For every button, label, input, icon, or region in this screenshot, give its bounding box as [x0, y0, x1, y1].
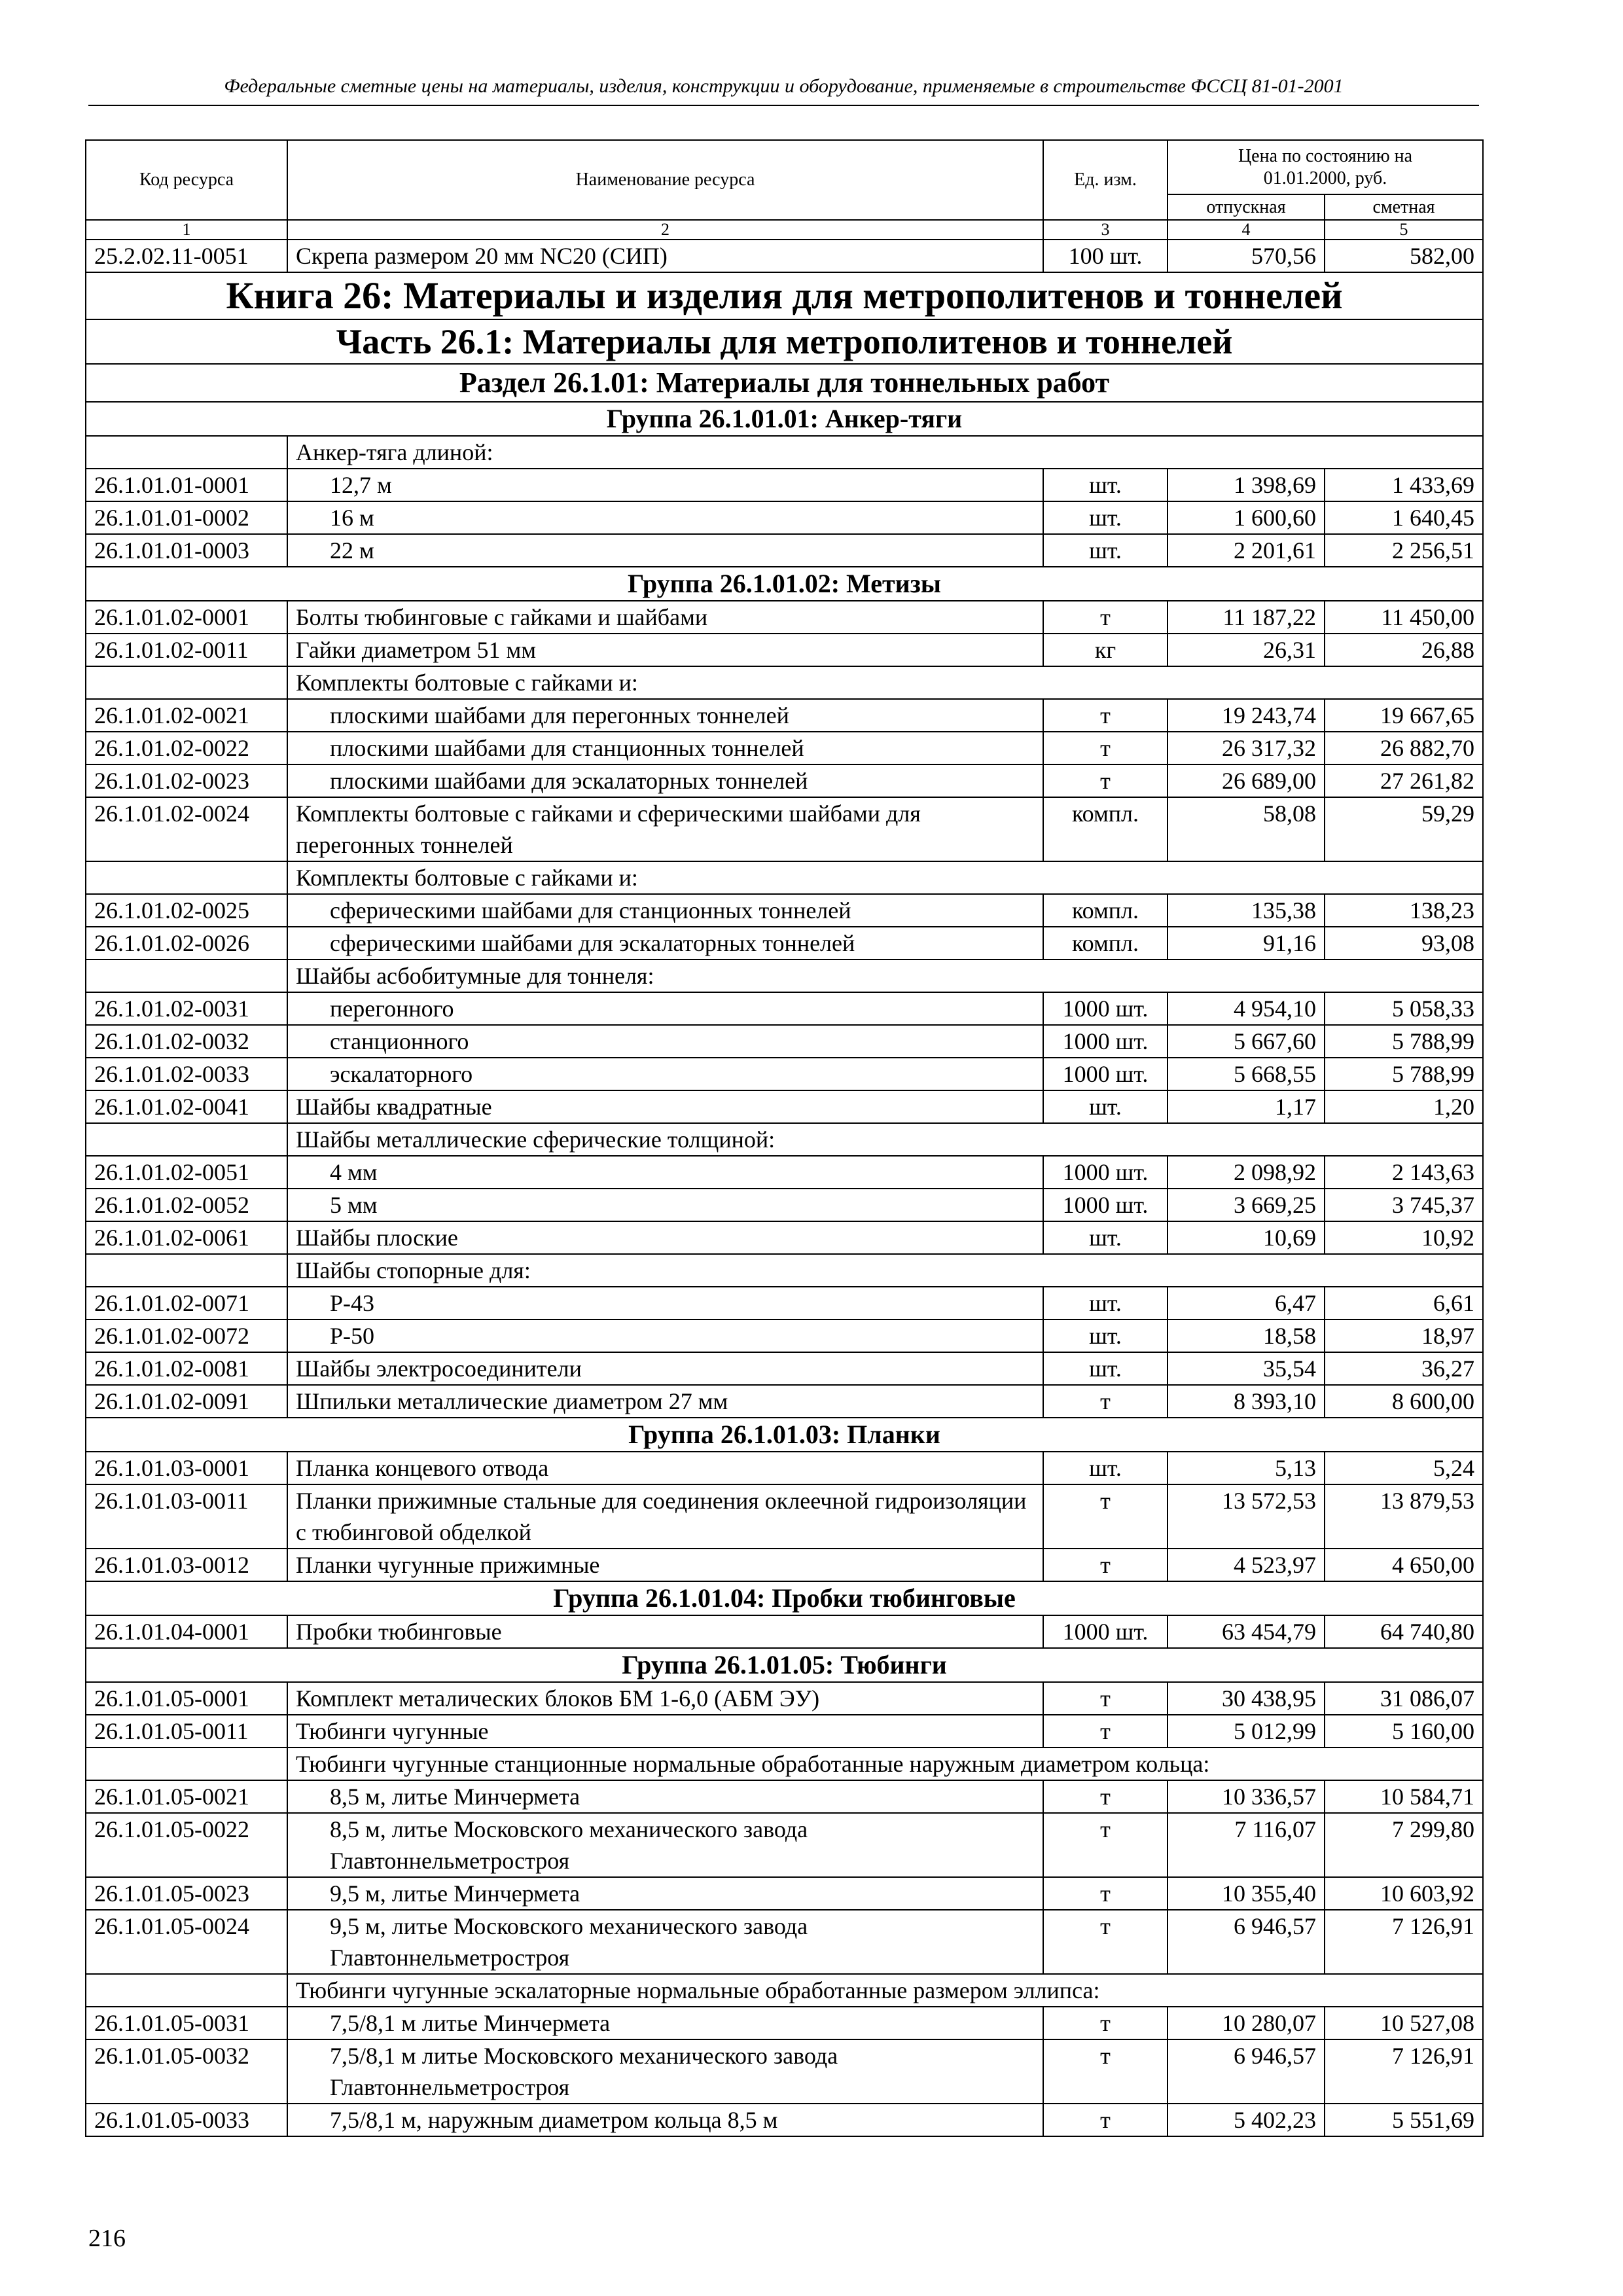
- release-price: 4 523,97: [1168, 1549, 1325, 1581]
- unit-of-measure: т: [1043, 732, 1168, 764]
- release-price: 1 600,60: [1168, 501, 1325, 534]
- resource-name: 7,5/8,1 м литье Минчермета: [287, 2007, 1043, 2039]
- subheading-row: [86, 1123, 1483, 1156]
- estimate-price: 5 788,99: [1325, 1058, 1483, 1090]
- estimate-price: 5 160,00: [1325, 1715, 1483, 1748]
- subheading-text: Комплекты болтовые с гайками и:: [287, 666, 1483, 699]
- resource-code: 26.1.01.05-0001: [86, 1682, 287, 1715]
- resource-code: 26.1.01.02-0032: [86, 1025, 287, 1058]
- unit-of-measure: т: [1043, 1549, 1168, 1581]
- estimate-price: 59,29: [1325, 797, 1483, 861]
- release-price: 8 393,10: [1168, 1385, 1325, 1418]
- resource-code: 26.1.01.01-0001: [86, 469, 287, 501]
- unit-of-measure: шт.: [1043, 469, 1168, 501]
- table-row: [86, 1025, 1483, 1058]
- table-row: [86, 1189, 1483, 1221]
- release-price: 3 669,25: [1168, 1189, 1325, 1221]
- unit-of-measure: компл.: [1043, 894, 1168, 927]
- resource-code: 26.1.01.02-0022: [86, 732, 287, 764]
- resource-name: 7,5/8,1 м литье Московского механического завода Главтоннельметростроя: [287, 2039, 1043, 2104]
- resource-name: 8,5 м, литье Минчермета: [287, 1780, 1043, 1813]
- resource-name: Планка концевого отвода: [287, 1452, 1043, 1484]
- resource-name: 22 м: [287, 534, 1043, 567]
- release-price: 10,69: [1168, 1221, 1325, 1254]
- resource-code: 26.1.01.05-0011: [86, 1715, 287, 1748]
- column-number: 3: [1043, 220, 1168, 240]
- unit-of-measure: 100 шт.: [1043, 240, 1168, 272]
- estimate-price: 11 450,00: [1325, 601, 1483, 634]
- table-row: [86, 1484, 1483, 1549]
- unit-of-measure: т: [1043, 1877, 1168, 1910]
- resource-code: 26.1.01.05-0021: [86, 1780, 287, 1813]
- release-price: 58,08: [1168, 797, 1325, 861]
- resource-name: станционного: [287, 1025, 1043, 1058]
- estimate-price: 18,97: [1325, 1319, 1483, 1352]
- unit-of-measure: 1000 шт.: [1043, 992, 1168, 1025]
- subheading-row: [86, 1254, 1483, 1287]
- group-title: Группа 26.1.01.02: Метизы: [86, 567, 1483, 601]
- table-row: [86, 927, 1483, 960]
- release-price: 570,56: [1168, 240, 1325, 272]
- resource-name: Р-43: [287, 1287, 1043, 1319]
- unit-of-measure: т: [1043, 1910, 1168, 1974]
- release-price: 63 454,79: [1168, 1615, 1325, 1648]
- resource-code: 26.1.01.02-0061: [86, 1221, 287, 1254]
- release-price: 4 954,10: [1168, 992, 1325, 1025]
- table-row: [86, 764, 1483, 797]
- resource-code: 26.1.01.02-0072: [86, 1319, 287, 1352]
- estimate-price: 582,00: [1325, 240, 1483, 272]
- resource-code: 26.1.01.05-0033: [86, 2104, 287, 2136]
- estimate-price: 2 256,51: [1325, 534, 1483, 567]
- unit-of-measure: т: [1043, 2039, 1168, 2104]
- empty-code-cell: [86, 436, 287, 469]
- estimate-price: 1 640,45: [1325, 501, 1483, 534]
- group-title: Группа 26.1.01.05: Тюбинги: [86, 1648, 1483, 1682]
- release-price: 26 689,00: [1168, 764, 1325, 797]
- subheading-text: Тюбинги чугунные станционные нормальные обработанные наружным диаметром кольца:: [287, 1748, 1483, 1780]
- unit-of-measure: шт.: [1043, 1319, 1168, 1352]
- unit-of-measure: т: [1043, 1385, 1168, 1418]
- table-row: [86, 1221, 1483, 1254]
- estimate-price: 31 086,07: [1325, 1682, 1483, 1715]
- unit-of-measure: шт.: [1043, 1287, 1168, 1319]
- unit-of-measure: шт.: [1043, 534, 1168, 567]
- estimate-price: 6,61: [1325, 1287, 1483, 1319]
- release-price: 13 572,53: [1168, 1484, 1325, 1549]
- table-row: [86, 992, 1483, 1025]
- resource-name: Шайбы электросоединители: [287, 1352, 1043, 1385]
- resource-code: 26.1.01.02-0081: [86, 1352, 287, 1385]
- release-price: 10 280,07: [1168, 2007, 1325, 2039]
- release-price: 1 398,69: [1168, 469, 1325, 501]
- section-title: Раздел 26.1.01: Материалы для тоннельных работ: [86, 364, 1483, 402]
- subheading-row: [86, 436, 1483, 469]
- running-header: Федеральные сметные цены на материалы, изделия, конструкции и оборудование, применяемые в строительстве ФССЦ 81-01-2001: [88, 71, 1479, 106]
- table-row: [86, 1877, 1483, 1910]
- resource-code: 26.1.01.02-0026: [86, 927, 287, 960]
- table-row: [86, 1780, 1483, 1813]
- price-table: [85, 139, 1484, 2137]
- resource-code: 25.2.02.11-0051: [86, 240, 287, 272]
- unit-of-measure: т: [1043, 764, 1168, 797]
- group-heading-row: [86, 1581, 1483, 1615]
- unit-of-measure: т: [1043, 2007, 1168, 2039]
- table-row: [86, 1452, 1483, 1484]
- header-release-price: отпускная: [1168, 194, 1325, 220]
- release-price: 5 667,60: [1168, 1025, 1325, 1058]
- resource-code: 26.1.01.04-0001: [86, 1615, 287, 1648]
- group-heading-row: [86, 1648, 1483, 1682]
- resource-name: плоскими шайбами для перегонных тоннелей: [287, 699, 1043, 732]
- unit-of-measure: т: [1043, 699, 1168, 732]
- release-price: 6,47: [1168, 1287, 1325, 1319]
- release-price: 5 402,23: [1168, 2104, 1325, 2136]
- header-code: Код ресурса: [86, 140, 287, 220]
- resource-code: 26.1.01.02-0025: [86, 894, 287, 927]
- release-price: 19 243,74: [1168, 699, 1325, 732]
- subheading-row: [86, 666, 1483, 699]
- release-price: 35,54: [1168, 1352, 1325, 1385]
- group-title: Группа 26.1.01.01: Анкер-тяги: [86, 402, 1483, 436]
- table-row: [86, 1549, 1483, 1581]
- resource-code: 26.1.01.01-0002: [86, 501, 287, 534]
- release-price: 10 355,40: [1168, 1877, 1325, 1910]
- release-price: 10 336,57: [1168, 1780, 1325, 1813]
- resource-name: Шайбы плоские: [287, 1221, 1043, 1254]
- group-heading-row: [86, 402, 1483, 436]
- subheading-row: [86, 1748, 1483, 1780]
- estimate-price: 138,23: [1325, 894, 1483, 927]
- table-row: [86, 1385, 1483, 1418]
- estimate-price: 13 879,53: [1325, 1484, 1483, 1549]
- resource-name: 7,5/8,1 м, наружным диаметром кольца 8,5 м: [287, 2104, 1043, 2136]
- table-header-row: [86, 140, 1483, 194]
- table-row: [86, 699, 1483, 732]
- resource-name: эскалаторного: [287, 1058, 1043, 1090]
- table-row: [86, 1058, 1483, 1090]
- resource-name: 12,7 м: [287, 469, 1043, 501]
- table-row: [86, 1813, 1483, 1877]
- estimate-price: 1,20: [1325, 1090, 1483, 1123]
- resource-code: 26.1.01.02-0021: [86, 699, 287, 732]
- unit-of-measure: 1000 шт.: [1043, 1058, 1168, 1090]
- book-heading-row: [86, 272, 1483, 319]
- table-row: [86, 1156, 1483, 1189]
- table-row: [86, 634, 1483, 666]
- subheading-row: [86, 1974, 1483, 2007]
- release-price: 5 668,55: [1168, 1058, 1325, 1090]
- unit-of-measure: шт.: [1043, 501, 1168, 534]
- column-number: 5: [1325, 220, 1483, 240]
- table-row: [86, 1615, 1483, 1648]
- release-price: 91,16: [1168, 927, 1325, 960]
- unit-of-measure: т: [1043, 1682, 1168, 1715]
- unit-of-measure: шт.: [1043, 1352, 1168, 1385]
- release-price: 11 187,22: [1168, 601, 1325, 634]
- unit-of-measure: 1000 шт.: [1043, 1615, 1168, 1648]
- resource-code: 26.1.01.02-0033: [86, 1058, 287, 1090]
- part-title: Часть 26.1: Материалы для метрополитенов и тоннелей: [86, 319, 1483, 364]
- resource-name: Планки прижимные стальные для соединения оклеечной гидроизоляции с тюбинговой обделкой: [287, 1484, 1043, 1549]
- table-row: [86, 1090, 1483, 1123]
- unit-of-measure: т: [1043, 1813, 1168, 1877]
- resource-code: 26.1.01.03-0001: [86, 1452, 287, 1484]
- empty-code-cell: [86, 1974, 287, 2007]
- unit-of-measure: кг: [1043, 634, 1168, 666]
- resource-name: плоскими шайбами для эскалаторных тоннелей: [287, 764, 1043, 797]
- resource-code: 26.1.01.02-0041: [86, 1090, 287, 1123]
- estimate-price: 10 584,71: [1325, 1780, 1483, 1813]
- empty-code-cell: [86, 960, 287, 992]
- group-heading-row: [86, 567, 1483, 601]
- resource-code: 26.1.01.02-0031: [86, 992, 287, 1025]
- part-heading-row: [86, 319, 1483, 364]
- resource-code: 26.1.01.05-0031: [86, 2007, 287, 2039]
- resource-name: сферическими шайбами для эскалаторных тоннелей: [287, 927, 1043, 960]
- subheading-text: Шайбы стопорные для:: [287, 1254, 1483, 1287]
- resource-name: Комплекты болтовые с гайками и сферическими шайбами для перегонных тоннелей: [287, 797, 1043, 861]
- header-unit: Ед. изм.: [1043, 140, 1168, 220]
- release-price: 18,58: [1168, 1319, 1325, 1352]
- resource-code: 26.1.01.02-0051: [86, 1156, 287, 1189]
- table-row: [86, 1682, 1483, 1715]
- table-row: [86, 501, 1483, 534]
- group-heading-row: [86, 1418, 1483, 1452]
- table-row: [86, 1287, 1483, 1319]
- estimate-price: 2 143,63: [1325, 1156, 1483, 1189]
- estimate-price: 36,27: [1325, 1352, 1483, 1385]
- unit-of-measure: т: [1043, 1484, 1168, 1549]
- resource-code: 26.1.01.02-0052: [86, 1189, 287, 1221]
- estimate-price: 93,08: [1325, 927, 1483, 960]
- unit-of-measure: шт.: [1043, 1090, 1168, 1123]
- resource-name: Скрепа размером 20 мм NC20 (СИП): [287, 240, 1043, 272]
- table-row: [86, 240, 1483, 272]
- resource-name: 9,5 м, литье Минчермета: [287, 1877, 1043, 1910]
- resource-code: 26.1.01.05-0022: [86, 1813, 287, 1877]
- column-number-row: [86, 220, 1483, 240]
- subheading-text: Анкер-тяга длиной:: [287, 436, 1483, 469]
- resource-code: 26.1.01.05-0032: [86, 2039, 287, 2104]
- estimate-price: 5,24: [1325, 1452, 1483, 1484]
- unit-of-measure: шт.: [1043, 1221, 1168, 1254]
- subheading-row: [86, 960, 1483, 992]
- release-price: 5 012,99: [1168, 1715, 1325, 1748]
- unit-of-measure: т: [1043, 2104, 1168, 2136]
- resource-code: 26.1.01.01-0003: [86, 534, 287, 567]
- estimate-price: 10,92: [1325, 1221, 1483, 1254]
- book-title: Книга 26: Материалы и изделия для метрополитенов и тоннелей: [86, 272, 1483, 319]
- resource-code: 26.1.01.03-0012: [86, 1549, 287, 1581]
- table-row: [86, 1715, 1483, 1748]
- column-number: 4: [1168, 220, 1325, 240]
- resource-name: 16 м: [287, 501, 1043, 534]
- empty-code-cell: [86, 1748, 287, 1780]
- unit-of-measure: компл.: [1043, 797, 1168, 861]
- resource-name: Планки чугунные прижимные: [287, 1549, 1043, 1581]
- release-price: 6 946,57: [1168, 1910, 1325, 1974]
- subheading-text: Комплекты болтовые с гайками и:: [287, 861, 1483, 894]
- table-row: [86, 894, 1483, 927]
- resource-code: 26.1.01.02-0024: [86, 797, 287, 861]
- estimate-price: 8 600,00: [1325, 1385, 1483, 1418]
- unit-of-measure: 1000 шт.: [1043, 1156, 1168, 1189]
- resource-name: Комплект металических блоков БМ 1-6,0 (АБМ ЭУ): [287, 1682, 1043, 1715]
- table-body: [86, 240, 1483, 2136]
- resource-code: 26.1.01.02-0001: [86, 601, 287, 634]
- subheading-text: Шайбы асбобитумные для тоннеля:: [287, 960, 1483, 992]
- header-estimate-price: сметная: [1325, 194, 1483, 220]
- empty-code-cell: [86, 1123, 287, 1156]
- estimate-price: 4 650,00: [1325, 1549, 1483, 1581]
- unit-of-measure: т: [1043, 601, 1168, 634]
- subheading-text: Шайбы металлические сферические толщиной:: [287, 1123, 1483, 1156]
- estimate-price: 5 788,99: [1325, 1025, 1483, 1058]
- table-row: [86, 732, 1483, 764]
- estimate-price: 7 126,91: [1325, 2039, 1483, 2104]
- resource-name: сферическими шайбами для станционных тоннелей: [287, 894, 1043, 927]
- release-price: 7 116,07: [1168, 1813, 1325, 1877]
- resource-name: плоскими шайбами для станционных тоннелей: [287, 732, 1043, 764]
- release-price: 2 201,61: [1168, 534, 1325, 567]
- resource-name: 9,5 м, литье Московского механического завода Главтоннельметростроя: [287, 1910, 1043, 1974]
- resource-code: 26.1.01.02-0011: [86, 634, 287, 666]
- estimate-price: 26,88: [1325, 634, 1483, 666]
- estimate-price: 19 667,65: [1325, 699, 1483, 732]
- estimate-price: 64 740,80: [1325, 1615, 1483, 1648]
- column-number: 1: [86, 220, 287, 240]
- table-row: [86, 1910, 1483, 1974]
- table-row: [86, 469, 1483, 501]
- resource-code: 26.1.01.02-0023: [86, 764, 287, 797]
- resource-name: Шайбы квадратные: [287, 1090, 1043, 1123]
- resource-name: Р-50: [287, 1319, 1043, 1352]
- estimate-price: 7 299,80: [1325, 1813, 1483, 1877]
- estimate-price: 10 603,92: [1325, 1877, 1483, 1910]
- unit-of-measure: 1000 шт.: [1043, 1189, 1168, 1221]
- table-row: [86, 2104, 1483, 2136]
- table-row: [86, 601, 1483, 634]
- header-name: Наименование ресурса: [287, 140, 1043, 220]
- estimate-price: 27 261,82: [1325, 764, 1483, 797]
- estimate-price: 5 551,69: [1325, 2104, 1483, 2136]
- table-row: [86, 1352, 1483, 1385]
- unit-of-measure: шт.: [1043, 1452, 1168, 1484]
- empty-code-cell: [86, 861, 287, 894]
- table-row: [86, 797, 1483, 861]
- table-row: [86, 1319, 1483, 1352]
- resource-code: 26.1.01.05-0024: [86, 1910, 287, 1974]
- resource-code: 26.1.01.03-0011: [86, 1484, 287, 1549]
- unit-of-measure: т: [1043, 1715, 1168, 1748]
- table-row: [86, 534, 1483, 567]
- empty-code-cell: [86, 1254, 287, 1287]
- resource-name: Пробки тюбинговые: [287, 1615, 1043, 1648]
- estimate-price: 5 058,33: [1325, 992, 1483, 1025]
- group-title: Группа 26.1.01.04: Пробки тюбинговые: [86, 1581, 1483, 1615]
- release-price: 135,38: [1168, 894, 1325, 927]
- estimate-price: 26 882,70: [1325, 732, 1483, 764]
- resource-code: 26.1.01.05-0023: [86, 1877, 287, 1910]
- estimate-price: 1 433,69: [1325, 469, 1483, 501]
- empty-code-cell: [86, 666, 287, 699]
- estimate-price: 10 527,08: [1325, 2007, 1483, 2039]
- unit-of-measure: компл.: [1043, 927, 1168, 960]
- resource-name: 8,5 м, литье Московского механического завода Главтоннельметростроя: [287, 1813, 1043, 1877]
- subheading-text: Тюбинги чугунные эскалаторные нормальные обработанные размером эллипса:: [287, 1974, 1483, 2007]
- page-number: 216: [88, 2225, 126, 2252]
- unit-of-measure: т: [1043, 1780, 1168, 1813]
- release-price: 30 438,95: [1168, 1682, 1325, 1715]
- section-heading-row: [86, 364, 1483, 402]
- column-number: 2: [287, 220, 1043, 240]
- resource-name: Тюбинги чугунные: [287, 1715, 1043, 1748]
- group-title: Группа 26.1.01.03: Планки: [86, 1418, 1483, 1452]
- release-price: 1,17: [1168, 1090, 1325, 1123]
- resource-name: 5 мм: [287, 1189, 1043, 1221]
- resource-code: 26.1.01.02-0091: [86, 1385, 287, 1418]
- release-price: 26 317,32: [1168, 732, 1325, 764]
- resource-name: перегонного: [287, 992, 1043, 1025]
- release-price: 5,13: [1168, 1452, 1325, 1484]
- unit-of-measure: 1000 шт.: [1043, 1025, 1168, 1058]
- release-price: 6 946,57: [1168, 2039, 1325, 2104]
- resource-name: Болты тюбинговые с гайками и шайбами: [287, 601, 1043, 634]
- estimate-price: 3 745,37: [1325, 1189, 1483, 1221]
- release-price: 26,31: [1168, 634, 1325, 666]
- table-row: [86, 2007, 1483, 2039]
- resource-code: 26.1.01.02-0071: [86, 1287, 287, 1319]
- table-row: [86, 2039, 1483, 2104]
- resource-name: Гайки диаметром 51 мм: [287, 634, 1043, 666]
- resource-name: 4 мм: [287, 1156, 1043, 1189]
- release-price: 2 098,92: [1168, 1156, 1325, 1189]
- subheading-row: [86, 861, 1483, 894]
- header-price: Цена по состоянию на 01.01.2000, руб.: [1168, 140, 1483, 194]
- resource-name: Шпильки металлические диаметром 27 мм: [287, 1385, 1043, 1418]
- estimate-price: 7 126,91: [1325, 1910, 1483, 1974]
